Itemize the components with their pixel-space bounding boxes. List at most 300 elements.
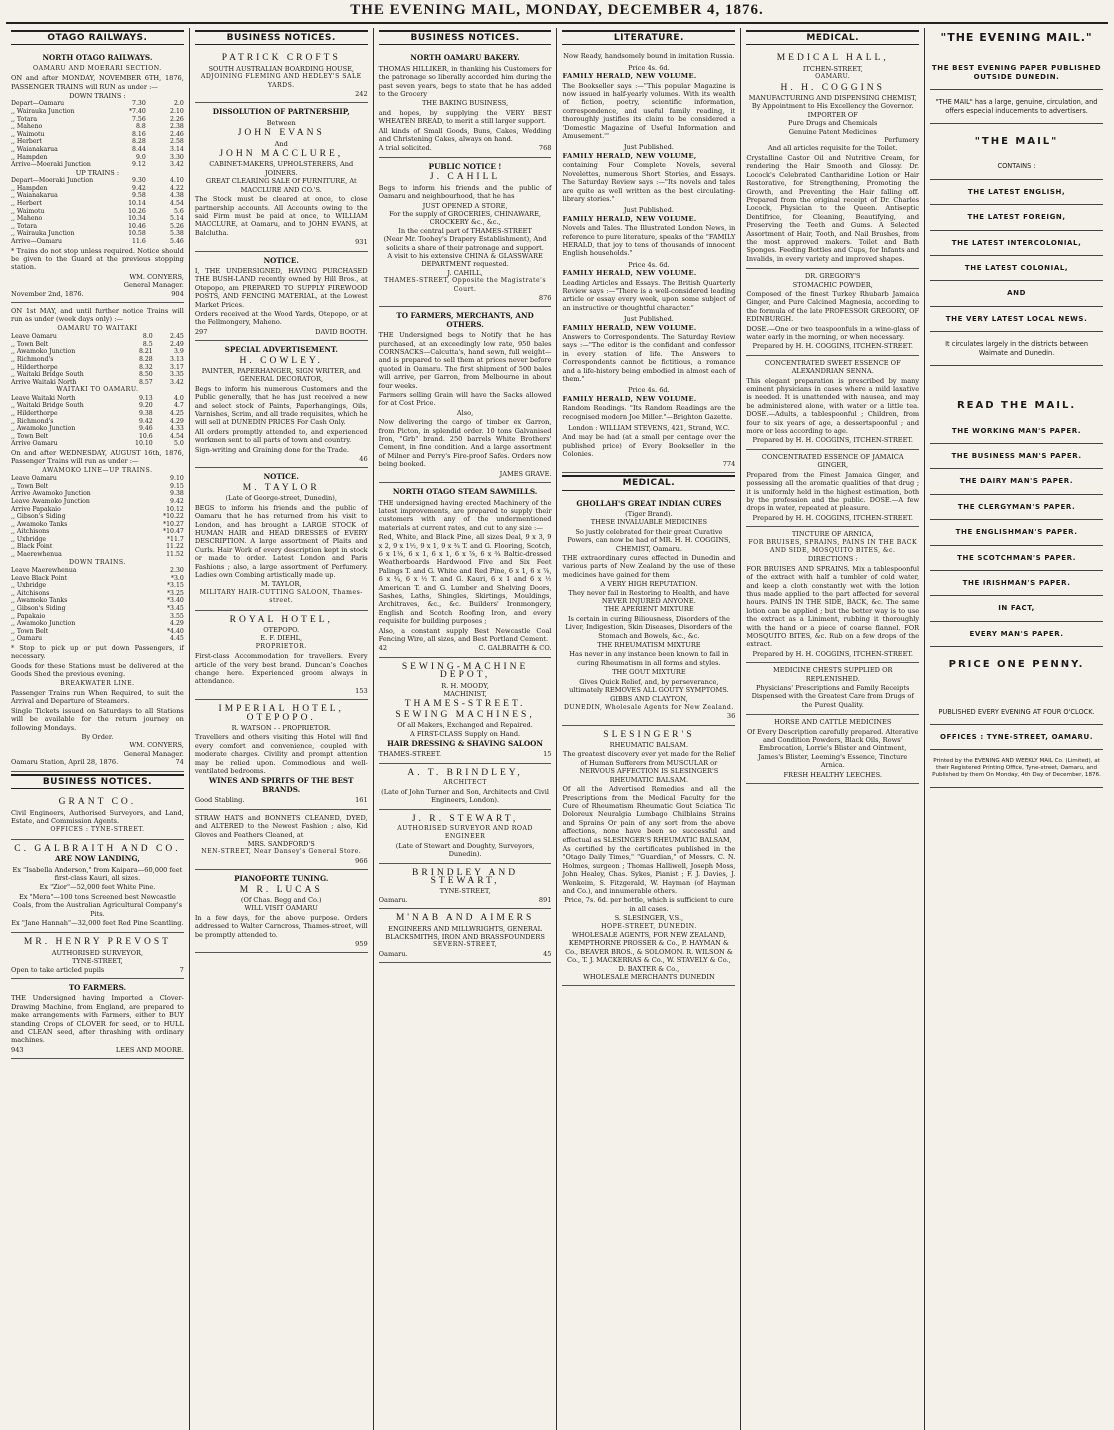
columns	[6, 28, 1108, 1430]
farmers-title: TO FARMERS.	[68, 983, 126, 992]
station-name: Leave Oamaru	[11, 333, 57, 341]
station-name: ,, Awamoko Junction	[11, 348, 76, 356]
station-name: ,, Hampden	[11, 184, 48, 192]
timetable-row	[11, 582, 184, 590]
cowley-text2: All orders promptly attended to, and experienced workmen sent to all parts of town and country.	[194, 427, 368, 445]
taylor-name: M. TAYLOR	[242, 482, 320, 493]
timetable-row	[11, 402, 184, 410]
departure-time: 4.0	[173, 394, 184, 402]
timetable-row	[11, 356, 184, 364]
fh-title: FAMILY HERALD, NEW VOLUME.	[562, 72, 697, 81]
station-name: Leave Awamoko Junction	[11, 497, 90, 505]
prevost-sub: AUTHORISED SURVEYOR,	[51, 948, 144, 957]
fh-text: The Bookseller says :—"This popular Magazine is now issued in half-yearly volumes. With its wealth of fiction, poetry, scientific information, correspondence, and useful family reading, it thoroughly justifies its claim to be considered a 'Domestic Magazine of Useful Information and Amusement.'"	[562, 81, 736, 141]
mcnab-trade: ENGINEERS AND MILLWRIGHTS, GENERAL BLACKSMITHS, IRON AND BRASSFOUNDERS	[385, 924, 545, 941]
departure-time: 5.46	[170, 237, 184, 245]
departure-time: 9.12	[132, 161, 146, 169]
dissolution-and: And	[274, 139, 288, 148]
station-name: Leave Maerewhenua	[11, 567, 77, 575]
bakery-text: THOMAS HILLIKER, in thanking his Customers for the patronage so liberally accorded him during the past seven years, begs to state that he has added to the Grocery	[378, 64, 552, 99]
fh-list	[562, 64, 735, 421]
timetable-row	[11, 185, 184, 193]
departure-time: *10.47	[163, 528, 184, 536]
galbraith-landing: ARE NOW LANDING,	[55, 854, 140, 864]
hall-appt: By Appointment to His Excellency the Governor.	[751, 102, 914, 111]
departure-time: 3.17	[170, 363, 184, 371]
fh-price: Price 4s. 6d.	[628, 63, 670, 72]
timetable-row	[11, 131, 184, 139]
fh-text: Leading Articles and Essays. The British Quarterly Review says :—"There is a well-considered leading article or essay every week, upon some subject of an instructive or thoughtful character."	[562, 278, 736, 312]
em-list-item: EVERY MAN'S PAPER.	[930, 622, 1103, 647]
station-name: ,, Awamoko Junction	[11, 620, 76, 628]
fh-price: Just Published.	[623, 206, 674, 215]
station-name: ,, Awamoko Tanks	[11, 597, 68, 605]
station-name: ,, Town Belt	[11, 432, 49, 440]
station-name: Leave Black Point	[11, 574, 68, 582]
ad-north-otago-railways	[11, 49, 184, 303]
ad-cahill	[379, 158, 552, 308]
hall-items: Crystalline Castor Oil and Nutritive Cream, for rendering the Hair Smooth and Glossy. Dr. Locock's Celebrated Cantharidine Lotion or Hair Restorative, for Strengthening, Promoting the Growth, and Preventing the Hair falling off. Prepared from the original receipt of Dr. Charles Locock, Physician to the Queen. Antiseptic Dentifrice, for Cleaning, Beautifying, and Preserving the Teeth and Gums. A Selected Assortment of Hair, Tooth, and Nail Brushes, from the most approved makers. Toilet and Bath Sponges. Feeding Bottles and Cups, for Infants and Invalids, in every variety and improved shapes.	[746, 153, 920, 263]
timetable-row	[11, 146, 184, 154]
cahill-sig2: THAMES-STREET, Opposite the Magistrate's Court.	[384, 277, 547, 293]
station-name: ,, Papakaio	[11, 612, 46, 620]
ad-to-farmers	[11, 979, 184, 1059]
departure-time: 10.34	[128, 215, 146, 223]
rail-date: November 2nd, 1876.	[11, 289, 84, 298]
dissolution-n1: JOHN EVANS	[237, 128, 325, 139]
timetable-row	[11, 425, 184, 433]
ad-medicine-chests	[746, 663, 919, 715]
departure-time: 9.46	[138, 425, 153, 433]
prevost-pupils: Open to take articled pupils	[11, 965, 105, 974]
breakwater-label: BREAKWATER LINE.	[60, 679, 135, 687]
fh-title: FAMILY HERALD, NEW VOLUME,	[562, 151, 697, 160]
departure-time: 2.30	[170, 567, 184, 575]
ad-royal-hotel	[195, 611, 368, 701]
ginger-title: CONCENTRATED ESSENCE OF JAMAICA GINGER,	[761, 452, 904, 470]
ginger-text: Prepared from the Finest Jamaica Ginger, and possessing all the aromatic qualities of that drug ; it is uniformly held in the highest estimation, both by the profession and the public. DOSE.—A few drops in water, repeated at pleasure.	[746, 470, 920, 513]
em-imprint: Printed by the EVENING AND WEEKLY MAIL Co. (Limited), at their Registered Printing Office, Tyne-street, Oamaru, and Published by them On Monday, 4th Day of December, 1876.	[930, 750, 1103, 788]
galbraith-title: C. GALBRAITH AND CO.	[14, 843, 181, 854]
waitaki-signer-title: General Manager.	[123, 749, 184, 758]
station-name: ,, Gibson's Siding	[11, 605, 66, 613]
departure-time: 4.54	[170, 199, 184, 207]
ad-jamaica-ginger	[746, 450, 919, 527]
rail-section: OAMARU AND MOERARI SECTION.	[33, 64, 162, 72]
timetable-row	[11, 371, 184, 379]
cahill-visit: A visit to his extensive CHINA & GLASSWARE DEPARTMENT requested.	[387, 251, 543, 269]
em-mail: "THE MAIL"	[974, 136, 1059, 148]
piano-num: 959	[355, 939, 368, 948]
booth-text: I, THE UNDERSIGNED, HAVING PURCHASED THE BUSH-LAND recently owned by Hill Bros., at Otepopo, am PREPARED TO SUPPLY FIREWOOD POSTS, AND FENCING MATERIAL, at the Lowest Market Prices.	[194, 266, 368, 309]
fh-num: 774	[722, 459, 736, 468]
departure-time: 10.10	[135, 440, 153, 448]
station-name: ,, Maheno	[11, 123, 43, 131]
column-header-medical-2: MEDICAL.	[746, 30, 919, 45]
ad-ghollah	[562, 495, 735, 726]
timetable-row	[11, 543, 184, 551]
station-name: ,, Uxbridge	[11, 535, 47, 543]
em-offices: OFFICES : TYNE-STREET, OAMARU.	[930, 725, 1103, 750]
em-list-item: THE SCOTCHMAN'S PAPER.	[930, 546, 1103, 571]
royal-num: 153	[355, 686, 368, 695]
departure-time: 11.6	[132, 237, 146, 245]
station-name: ,, Uxbridge	[11, 582, 47, 590]
ad-waitaki-trains	[11, 303, 184, 772]
fh-title: FAMILY HERALD, NEW VOLUME.	[562, 214, 697, 223]
waitaki-intro: ON 1st MAY, and until further notice Trains will run as under (week days only) :—	[11, 306, 184, 324]
taylor-text: BEGS to inform his friends and the public of Oamaru that he has returned from his visit to London, and has brought a LARGE STOCK of HUMAN HAIR and HEAD DRESSES of EVERY DESCRIPTION. A large assortment of Plaits and Curls. Hair Work of every description kept in stock or made to order. Latest London and Paris Fashions ; also, a large assortment of Perfumery. Ladies own Combing artistically made up.	[194, 503, 368, 579]
piano-title: PIANOFORTE TUNING.	[234, 874, 329, 884]
departure-time: 3.9	[173, 348, 184, 356]
station-name: ,, Town Belt	[11, 340, 49, 348]
arnica-dir: DIRECTIONS :	[807, 555, 858, 564]
ad-prevost	[11, 933, 184, 979]
em-list-item: THE ENGLISHMAN'S PAPER.	[930, 520, 1103, 545]
hall-perf: Perfumery	[884, 136, 920, 145]
fh-title: FAMILY HERALD, NEW VOLUME.	[562, 323, 697, 332]
hall-trade: MANUFACTURING AND DISPENSING CHEMIST,	[748, 94, 917, 103]
timetable-row	[11, 551, 184, 559]
crofts-num: 242	[355, 90, 368, 99]
departure-time: 10.26	[128, 207, 146, 215]
timetable-row	[11, 513, 184, 521]
timetable-row	[11, 230, 184, 238]
em-papers	[930, 419, 1103, 648]
rail-signer: WM. CONYERS,	[129, 272, 184, 281]
ghollah-sub: (Tiger Brand).	[625, 509, 673, 518]
column-header-business-1: BUSINESS NOTICES.	[11, 774, 184, 789]
station-name: ,, Town Belt	[11, 627, 49, 635]
senna-title: CONCENTRATED SWEET ESSENCE OF ALEXANDRIAN SENNA.	[764, 358, 901, 376]
timetable-row	[11, 208, 184, 216]
station-name: ,, Richmond's	[11, 417, 54, 425]
slesinger-text3: As certified by the certificates published in the "Otago Daily Times," "Guardian," of Messrs. C. N. Holmes, surgeon ; Thomas Halliwell, Joseph Moss, John Healey, Chas. Sykes, Pianist ; F. J. Davies, J. Wenkeim, S. Fitzgerald, W. Hayman (of Hayman and Co.), and innumerable others.	[562, 844, 736, 895]
em-list-item: AND	[930, 281, 1103, 306]
chests-text: Physicians' Prescriptions and Family Receipts Dispensed with the Greatest Care from Drugs of the Purest Quality.	[751, 684, 914, 709]
rail-intro: ON and after MONDAY, NOVEMBER 6TH, 1876, PASSENGER TRAINS will RUN as under :—	[11, 74, 184, 91]
timetable-row	[11, 635, 184, 643]
departure-time: 10.14	[128, 199, 146, 207]
ad-horse-cattle	[746, 715, 919, 784]
imperial-wines: WINES AND SPIRITS OF THE BEST BRANDS.	[209, 776, 354, 794]
moody-title: SEWING-MACHINE DEPOT,	[401, 661, 529, 681]
booth-sig: DAVID BOOTH.	[315, 327, 368, 336]
awamoko-up-table	[11, 475, 184, 559]
em-list-item: THE DAIRY MAN'S PAPER.	[930, 469, 1103, 494]
cahill-central: In the central part of THAMES-STREET	[398, 226, 532, 235]
awamoko-intro: On and after WEDNESDAY, AUGUST 16th, 1876, Passenger Trains will run as under :—	[11, 448, 184, 466]
departure-time: 11.22	[166, 543, 184, 551]
departure-time: 9.58	[132, 192, 146, 200]
em-list-item: THE LATEST ENGLISH,	[930, 180, 1103, 205]
royal-prop: E. F. DIEHL,	[260, 634, 303, 643]
dissolution-sale: GREAT CLEARING SALE Of FURNITURE, At MACCLURE AND CO.'S.	[205, 177, 357, 194]
ad-steam-sawmills	[379, 483, 552, 658]
hall-street: ITCHEN-STREET,	[802, 64, 863, 73]
departure-time: 8.44	[132, 146, 146, 153]
stop-note: * Stop to pick up or put down Passengers, if necessary.	[11, 644, 184, 661]
cowley-text3: Sign-writing and Graining done for the Trade.	[194, 445, 349, 454]
departure-time: 2.38	[170, 123, 184, 131]
em-list-item: THE BUSINESS MAN'S PAPER.	[930, 444, 1103, 469]
departure-time: 4.33	[170, 425, 184, 433]
ghollah-m1: THE APERIENT MIXTURE	[604, 605, 694, 614]
departure-time: 9.38	[138, 409, 153, 417]
rail-up-table	[11, 177, 184, 245]
em-list-item: THE LATEST FOREIGN,	[930, 205, 1103, 230]
single-tickets: Single Tickets issued on Saturdays to all Stations will be available for the return journey on following Mondays.	[11, 706, 184, 732]
rail-up-label: UP TRAINS :	[75, 168, 120, 177]
em-list-item: THE LATEST COLONIAL,	[930, 256, 1103, 281]
station-name: ,, Herbert	[11, 199, 42, 207]
breakwater-text: Passenger Trains run When Required, to suit the Arrival and Departure of Steamers.	[11, 689, 184, 706]
departure-time: 8.8	[135, 123, 146, 131]
station-name: ,, Totara	[11, 222, 38, 230]
station-name: ,, Black Point	[11, 543, 53, 551]
em-items	[930, 180, 1103, 332]
prevost-title: MR. HENRY PREVOST	[23, 937, 171, 948]
imperial-prop: R. WATSON - - PROPRIETOR.	[231, 724, 331, 733]
waitaki-date: Oamaru Station, April 28, 1876.	[11, 758, 119, 767]
slesinger-agents: WHOLESALE AGENTS, FOR NEW ZEALAND,	[571, 931, 726, 939]
station-name: ,, Wairauka Junction	[11, 230, 75, 238]
timetable-row	[11, 605, 184, 613]
em-pub: PUBLISHED EVERY EVENING AT FOUR O'CLOCK.	[930, 700, 1103, 725]
ad-notice-booth	[195, 252, 368, 342]
ad-brindley	[379, 764, 552, 810]
waitaki-back-table	[11, 395, 184, 448]
fh-entry	[562, 64, 735, 141]
em-title: "THE EVENING MAIL."	[940, 31, 1093, 44]
timetable-row	[11, 475, 184, 483]
farmers-text: THE Undersigned having Imported a Clover-Drawing Machine, from England, are prepared to make arrangements with Farmers, either to BUY standing Crops of CLOVER for seed, or to HULL and CLEAN seed, after thrashing with ordinary machines.	[11, 994, 184, 1045]
rail-signer-title: General Manager.	[123, 281, 184, 290]
station-name: Arrive Awamoko Junction	[11, 490, 91, 498]
timetable-row	[11, 410, 184, 418]
waitaki-to-table	[11, 333, 184, 386]
slesinger-text: The greatest discovery ever yet made for the Relief of Human Sufferers from MUSCULAR or NERVOUS AFFECTION IS SLESINGER'S RHEUMATIC BALSAM.	[562, 750, 735, 784]
grave-text3: Now delivering the cargo of timber ex Garron, from Picton, in splendid order. 10 tons Galvanised Iron, "Grb" brand. 250 barrels White Brothers' Cement, in fine condition. And a large assortment of Milner and Perry's Fire-proof Safes. Orders now being booked.	[378, 418, 552, 469]
bakery-text3: All kinds of Small Goods, Buns, Cakes, Wedding and Christening Cakes, always on hand.	[378, 126, 552, 144]
royal-prop-title: PROPRIETOR.	[255, 642, 307, 650]
departure-time: 9.38	[170, 490, 184, 498]
departure-time: 7.30	[132, 100, 146, 108]
cowley-num: 46	[359, 455, 368, 464]
hall-drugs: Pure Drugs and Chemicals	[788, 119, 878, 128]
bakery-trial: A trial solicited.	[378, 144, 432, 153]
galbraith-l2: Ex "Zior"—52,000 feet White Pine.	[39, 883, 156, 892]
station-name: Arrive Papakaio	[11, 505, 61, 513]
fh-title: FAMILY HERALD, NEW VOLUME.	[562, 269, 697, 278]
timetable-row	[11, 590, 184, 598]
arnica-title: TINCTURE OF ARNICA,	[791, 530, 874, 539]
timetable-row	[11, 364, 184, 372]
station-name: ,, Waianakarua	[11, 146, 58, 153]
farmers-num: 943	[11, 1045, 24, 1054]
brindley-text: (Late of John Turner and Son, Architects and Civil Engineers, London).	[381, 787, 549, 805]
fh-title: FAMILY HERALD, NEW VOLUME.	[562, 394, 697, 403]
piano-name: M R. LUCAS	[239, 884, 323, 895]
straw-text: STRAW HATS and BONNETS CLEANED, DYED, and ALTERED to the Newest Fashion ; also, Kid Gloves and Feathers Cleaned, at	[194, 813, 368, 839]
hall-patent: Genuine Patent Medicines	[788, 127, 877, 136]
gregory-text: Composed of the finest Turkey Rhubarb Jamaica Ginger, and Pure Calcined Magnesia, according to the formula of the late PROFESSOR GREGORY, OF EDINBURGH.	[746, 289, 920, 324]
departure-time: 4.29	[170, 417, 184, 425]
timetable-row	[11, 620, 184, 628]
departure-time: 5.38	[170, 230, 184, 238]
ad-cowley	[195, 341, 368, 468]
timetable-row	[11, 138, 184, 146]
departure-time: 9.42	[132, 184, 146, 192]
departure-time: 3.35	[170, 371, 184, 379]
ghollah-m3: THE GOUT MIXTURE	[612, 668, 686, 677]
departure-time: 10.12	[166, 505, 184, 513]
ginger-prepared: Prepared by H. H. COGGINS, ITCHEN-STREET.	[752, 513, 913, 522]
grave-text: THE Undersigned begs to Notify that he has purchased, at an exceedingly low rate, 950 bales CORNSACKS—Calcutta's, hand sewn, full weight—and is prepared to sell them at prices never before quoted in Oamaru. The first shipment of 500 bales will arrive, per Garron, from Melbourne in about four weeks.	[378, 331, 552, 390]
rail-title: NORTH OTAGO RAILWAYS.	[42, 53, 153, 63]
departure-time: 3.55	[170, 612, 184, 620]
slesinger-title: SLESINGER'S	[603, 729, 695, 740]
farmers-sig: LEES AND MOORE.	[115, 1045, 184, 1054]
departure-time: 11.52	[166, 551, 184, 559]
ghollah-text: So justly celebrated for their great Curative Powers, can now be had of MR. H. H. COGGINS, CHEMIST, Oamaru.	[567, 527, 731, 553]
ghollah-never: They never fail in Restoring to Health, and have NEVER INJURED ANYONE.	[568, 588, 730, 605]
cahill-name: J. CAHILL	[429, 172, 501, 183]
departure-time: 2.26	[170, 115, 184, 123]
departure-time: 9.10	[170, 475, 184, 483]
cahill-sig: J. CAHILL,	[447, 268, 483, 277]
station-name: ,, Hampden	[11, 153, 48, 161]
ghollah-rep: A VERY HIGH REPUTATION.	[600, 580, 698, 589]
station-name: ,, Maerewhenua	[11, 551, 62, 559]
ad-family-herald	[562, 49, 735, 473]
timetable-row	[11, 418, 184, 426]
column-header-business-3: BUSINESS NOTICES.	[379, 30, 552, 45]
station-name: ,, Aitchisons	[11, 589, 50, 597]
column-6-evening-mail	[925, 28, 1108, 1430]
hall-toilet: And all articles requisite for the Toilet.	[767, 144, 898, 153]
ghollah-text2: THE extraordinary cures effected in Dunedin and various parts of New Zealand by the use of these medicines have gained for them	[562, 553, 736, 579]
bakery-title: NORTH OAMARU BAKERY.	[410, 53, 520, 63]
bakery-text2: and hopes, by supplying the VERY BEST WHEATEN BREAD, to merit a still larger support.	[378, 108, 552, 126]
ad-imperial-hotel	[195, 700, 368, 809]
piano-text: In a few days, for the above purpose. Orders addressed to Walter Carncross, Thames-street, will be promptly attended to.	[194, 913, 368, 939]
station-name: ,, Hilderthorpe	[11, 409, 58, 417]
station-name: ,, Hilderthorpe	[11, 363, 58, 371]
royal-text: First-class Accommodation for travellers. Every article of the very best brand. Duncan's Coaches change here. Experienced groom always in attendance.	[194, 652, 368, 686]
em-list-item: THE WORKING MAN'S PAPER.	[930, 419, 1103, 444]
awamoko-down-label: DOWN TRAINS.	[68, 558, 126, 566]
departure-time: 9.30	[132, 177, 146, 185]
fh-text: containing Four Complete Novels, several Novelettes, numerous Short Stories, and Essays. The Saturday Review says :—"Its novels and tales are quite as well written as the best circulating-library stories."	[562, 161, 736, 203]
slesinger-price: Price, 7s. 6d. per bottle, which is sufficient to cure in all cases.	[564, 896, 734, 913]
station-name: ,, Waianakarua	[11, 192, 58, 200]
prevost-street: TYNE-STREET,	[72, 957, 123, 966]
ad-mnab-aimers	[379, 909, 552, 963]
imperial-num: 161	[355, 796, 368, 805]
moody-saloon-street: THAMES-STREET.	[378, 750, 442, 759]
departure-time: 8.16	[132, 130, 146, 138]
senna-text: This elegant preparation is prescribed by many eminent physicians in cases where a mild laxative is needed. It is unattended with nausea, and may be administered alone, with water or a little tea. DOSE.—Adults, a tablespoonful ; Children, from four to six years of age, a dessertspoonful ; and more or less according to age.	[746, 376, 920, 436]
awamoko-up-label: AWAMOKO LINE—UP TRAINS.	[42, 466, 153, 474]
em-contains: CONTAINS :	[930, 154, 1103, 179]
cowley-title: SPECIAL ADVERTISEMENT.	[224, 345, 338, 355]
timetable-row	[11, 567, 184, 575]
column-2	[190, 28, 374, 1430]
gregory-title: DR. GREGORY'S	[804, 272, 861, 281]
departure-time: 4.54	[170, 432, 184, 440]
ad-patrick-crofts	[195, 49, 368, 103]
cahill-num: 876	[538, 293, 552, 302]
mcnab-num: 45	[543, 949, 552, 958]
cahill-supply: For the supply of GROCERIES, CHINAWARE, CROCKERY &c., &c.,	[389, 209, 542, 227]
timetable-row	[11, 348, 184, 356]
fh-price: Just Published.	[623, 315, 674, 324]
fh-text: Answers to Correspondents. The Saturday Review says :—"The editor is the confidant and confessor in every station of life. The Answers to Correspondents cannot be fictitious, a romance and a life-history being embodied in almost each of them."	[562, 333, 736, 384]
departure-time: 2.0	[173, 100, 184, 108]
station-name: Arrive Oamaru	[11, 440, 58, 448]
timetable-row	[11, 575, 184, 583]
mcnab-place: Oamaru.	[378, 949, 408, 958]
taylor-sig2: MILITARY HAIR-CUTTING SALOON, Thames-street.	[199, 588, 363, 605]
slesinger-sig: S. SLESINGER, V.S.,	[614, 914, 684, 923]
departure-time: 9.0	[135, 153, 146, 161]
station-name: Leave Oamaru	[11, 475, 57, 483]
cowley-name: H. COWLEY.	[239, 355, 323, 366]
departure-time: 5.0	[173, 440, 184, 448]
departure-time: 8.32	[138, 363, 153, 371]
timetable-row	[11, 395, 184, 403]
ad-gregory-powder	[746, 269, 919, 356]
timetable-row	[11, 498, 184, 506]
sawmills-title: NORTH OTAGO STEAM SAWMILLS.	[392, 487, 538, 497]
prevost-num: 7	[179, 965, 184, 974]
cahill-text: Begs to inform his friends and the public of Oamaru and neighbourhood, that he has	[378, 183, 552, 201]
timetable-row	[11, 161, 184, 169]
bs-num: 891	[538, 895, 552, 904]
timetable-row	[11, 123, 184, 131]
sawmills-text: THE undersigned having erected Machinery of the latest improvements, are prepared to supply their customers with any of the undermentioned materials at current rates, and cut to any size :—	[378, 498, 552, 532]
station-name: Depart—Moeraki Junction	[11, 177, 94, 185]
em-circ: "THE MAIL" has a large, genuine, circulation, and offers especial inducements to advertisers.	[930, 90, 1103, 124]
timetable-row	[11, 333, 184, 341]
departure-time: 4.29	[170, 620, 184, 628]
crofts-l1: SOUTH AUSTRALIAN BOARDING HOUSE,	[208, 64, 355, 73]
timetable-row	[11, 154, 184, 162]
straw-name: MRS. SANDFORD'S	[247, 839, 315, 848]
ghollah-title: GHOLLAH'S GREAT INDIAN CURES	[576, 498, 722, 508]
hall-coggins: H. H. COGGINS	[780, 82, 885, 93]
fh-entry	[562, 386, 735, 421]
station-name: ,, Richmond's	[11, 355, 54, 363]
ghollah-inv: THESE INVALUABLE MEDICINES	[590, 518, 708, 527]
bs-name: BRINDLEY AND STEWART,	[412, 867, 519, 886]
arnica-sub: FOR BRUISES, SPRAINS, PAINS IN THE BACK AND SIDE, MOSQUITO BITES, &c.	[748, 538, 918, 554]
departure-time: 3.30	[170, 153, 184, 161]
station-name: Arrive—Oamaru	[11, 237, 62, 245]
departure-time: *10.22	[163, 513, 184, 521]
stewart-title: AUTHORISED SURVEYOR AND ROAD ENGINEER	[397, 824, 533, 841]
timetable-row	[11, 100, 184, 108]
leeches: FRESH HEALTHY LEECHES.	[783, 770, 882, 779]
dissolution-n2: JOHN MACCLURE,	[219, 149, 344, 160]
ghollah-m2: THE RHEUMATISM MIXTURE	[597, 641, 701, 649]
dissolution-trade: CABINET-MAKERS, UPHOLSTERERS, And JOINERS.	[209, 160, 354, 177]
timetable-row	[11, 379, 184, 387]
cowley-sub: PAINTER, PAPERHANGER, SIGN WRITER, and GENERAL DECORATOR,	[201, 367, 361, 384]
departure-time: 4.25	[170, 409, 184, 417]
station-name: ,, Awamoko Junction	[11, 425, 76, 433]
